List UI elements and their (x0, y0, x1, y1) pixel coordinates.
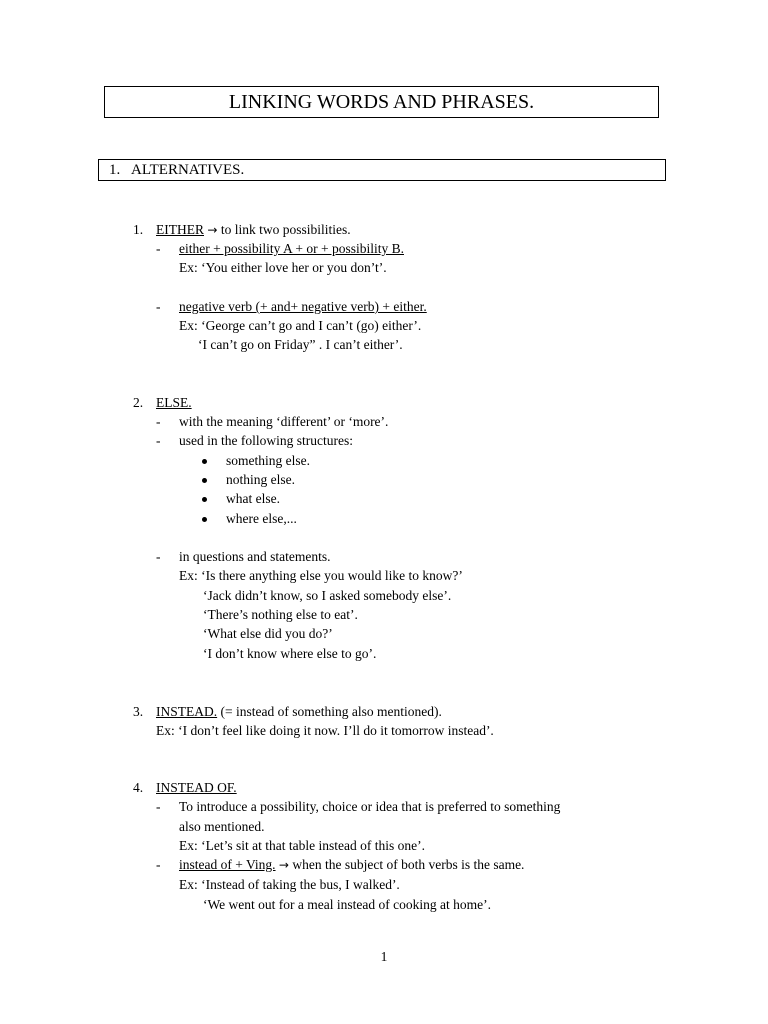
bullet-dot-icon (202, 459, 207, 464)
item-heading (156, 704, 442, 720)
bullet-item: where else,... (226, 511, 297, 526)
example-line: ‘There’s nothing else to eat’. (203, 607, 358, 622)
dash-marker: - (156, 241, 161, 256)
example-line: Ex: ‘Instead of taking the bus, I walked’. (179, 877, 400, 892)
point-line: used in the following structures: (179, 433, 353, 448)
dash-marker: - (156, 799, 161, 814)
item-description: to link two possibilities. (220, 222, 351, 237)
point-line: in questions and statements. (179, 549, 331, 564)
point-line: also mentioned. (179, 819, 265, 834)
structure-line: either + possibility A + or + possibility B. (179, 241, 404, 256)
structure-line: instead of + Ving. (179, 857, 276, 872)
bullet-dot-icon (202, 517, 207, 522)
term-either: EITHER (156, 222, 204, 237)
dash-marker: - (156, 857, 161, 872)
item-description: when the subject of both verbs is the same. (292, 857, 525, 872)
example-line: ‘I can’t go on Friday” . I can’t either’. (198, 337, 403, 352)
page-number: 1 (380, 949, 388, 964)
item-number: 2. (133, 395, 144, 410)
point-line: To introduce a possibility, choice or idea that is preferred to something (179, 799, 561, 814)
example-line: ‘I don’t know where else to go’. (203, 646, 377, 661)
structure-line: negative verb (+ and+ negative verb) + either. (179, 299, 427, 314)
arrow-right-icon: → (207, 223, 218, 237)
point-line: with the meaning ‘different’ or ‘more’. (179, 414, 389, 429)
example-line: ‘What else did you do?’ (203, 626, 333, 641)
dash-marker: - (156, 299, 161, 314)
item-description: (= instead of something also mentioned). (220, 704, 442, 719)
point-line (179, 857, 524, 873)
arrow-right-icon: → (278, 858, 289, 872)
term-instead-of: INSTEAD OF. (156, 780, 237, 795)
bullet-dot-icon (202, 478, 207, 483)
dash-marker: - (156, 414, 161, 429)
bullet-item: what else. (226, 491, 280, 506)
bullet-item: something else. (226, 453, 310, 468)
dash-marker: - (156, 433, 161, 448)
example-line: Ex: ‘Let’s sit at that table instead of this one’. (179, 838, 425, 853)
item-number: 3. (133, 704, 144, 719)
section-number: 1. (109, 162, 121, 178)
section-label: ALTERNATIVES. (131, 162, 245, 178)
example-line: ‘Jack didn’t know, so I asked somebody else’. (203, 588, 452, 603)
term-else: ELSE. (156, 395, 192, 410)
term-instead: INSTEAD. (156, 704, 218, 719)
example-line: Ex: ‘I don’t feel like doing it now. I’ll do it tomorrow instead’. (156, 723, 494, 738)
item-heading (156, 222, 351, 238)
example-line: Ex: ‘You either love her or you don’t’. (179, 260, 387, 275)
page-title: LINKING WORDS AND PHRASES. (104, 86, 659, 118)
item-number: 4. (133, 780, 144, 795)
example-line: Ex: ‘Is there anything else you would like to know?’ (179, 568, 463, 583)
example-line: Ex: ‘George can’t go and I can’t (go) either’. (179, 318, 422, 333)
example-line: ‘We went out for a meal instead of cooking at home’. (203, 897, 491, 912)
section-heading (98, 159, 666, 181)
dash-marker: - (156, 549, 161, 564)
bullet-dot-icon (202, 497, 207, 502)
bullet-item: nothing else. (226, 472, 295, 487)
item-number: 1. (133, 222, 144, 237)
